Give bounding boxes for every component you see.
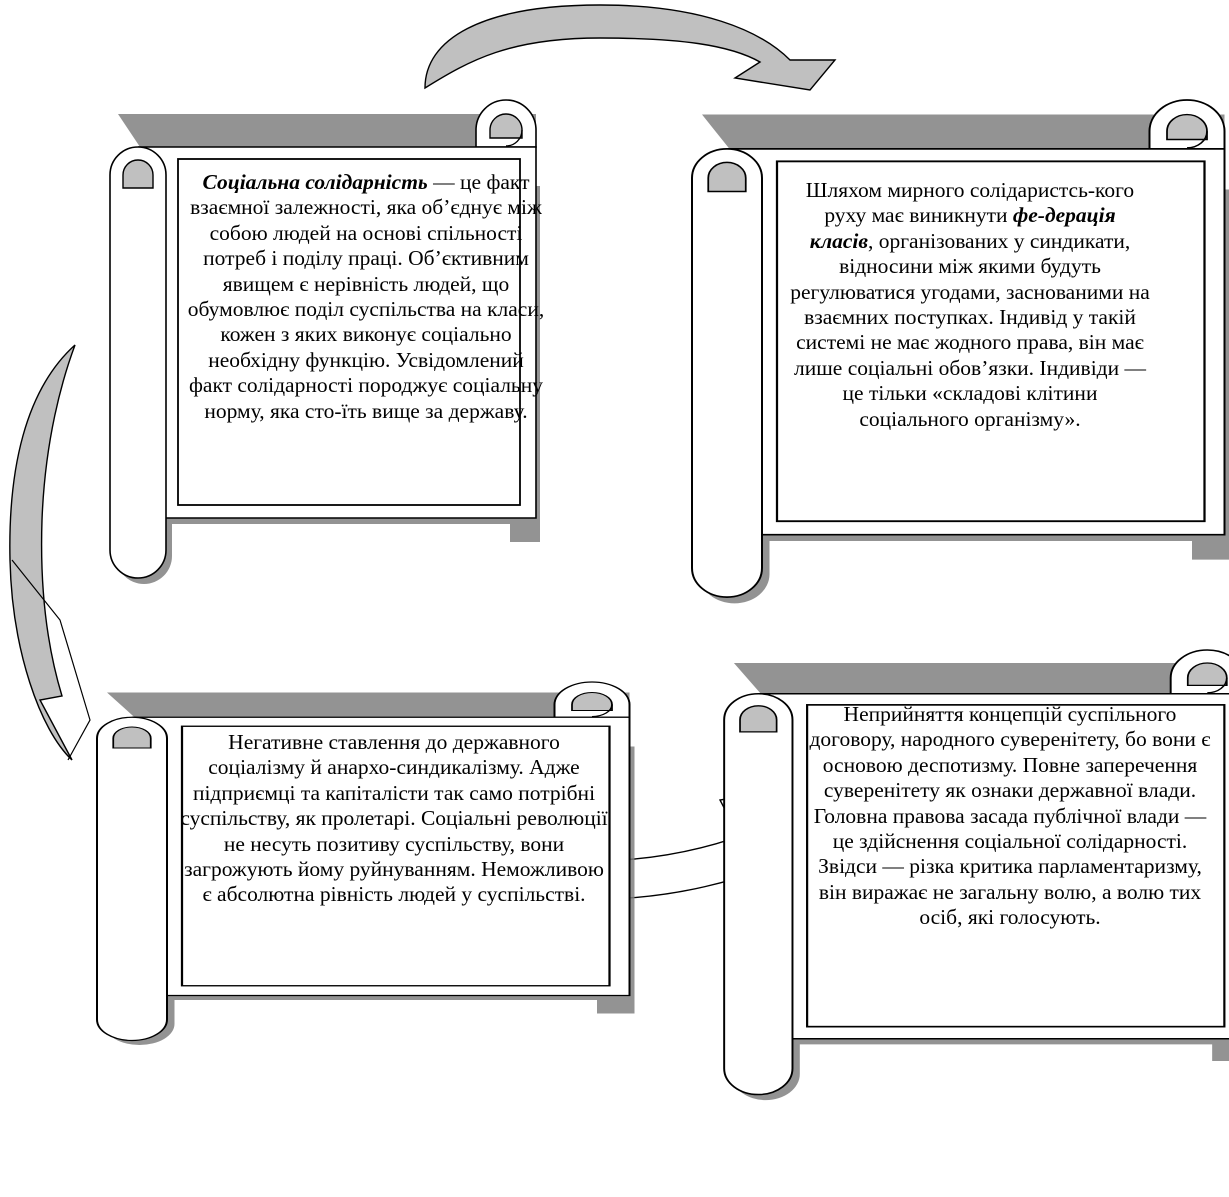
text-run: Негативне ставлення до державного соціалізму й анархо-синдикалізму. Адже підприємці та капіталісти так само потрібні суспільству, як пролетарі. Соціальні революції не несуть позитиву суспільству, вони загрожують йому руйнуванням. Неможливою є абсолютна рівність людей у суспільстві.	[180, 730, 608, 907]
text-run: , організованих у синдикати, відносини між якими будуть регулюватися угодами, заснованими на взаємних поступках. Індивід у такій системі не має жодного права, він має лише соціальні обов’язки. Індивіди — це тільки «складові клітини соціального організму».	[790, 228, 1150, 431]
text-run: Неприйняття концепцій суспільного договору, народного суверенітету, бо вони є основою деспотизму. Повне заперечення суверенітету як ознаки державної влади. Головна правова засада публічної влади — це здійснення соціальної солідарності. Звідси — різка критика парламентаризму, він виражає не загальну волю, а волю тих осіб, які голосують.	[809, 702, 1211, 930]
emphasis-term: фе-дерація класів	[809, 203, 1116, 253]
scroll-text-bottom-right	[806, 702, 1214, 931]
curved-arrow	[425, 5, 835, 90]
text-run: — це факт взаємної залежності, яка об’єднує між собою людей на основі спільності потреб і поділу праці. Об’єктивним явищем є нерівність людей, що обумовлює поділ суспільства на класи, кожен з яких виконує соціально необхідну функцію. Усвідомлений факт солідарності породжує соціальну норму, яка сто-їть вище за державу.	[187, 170, 545, 423]
emphasis-term: Соціальна солідарність	[202, 170, 428, 194]
scroll-text-top-left	[186, 170, 546, 424]
curved-arrow	[10, 345, 75, 760]
scroll-text-top-right	[790, 178, 1150, 432]
scroll-text-bottom-left	[178, 730, 610, 908]
text-run: Шляхом мирного солідаристсь-кого руху має виникнути	[805, 178, 1135, 228]
